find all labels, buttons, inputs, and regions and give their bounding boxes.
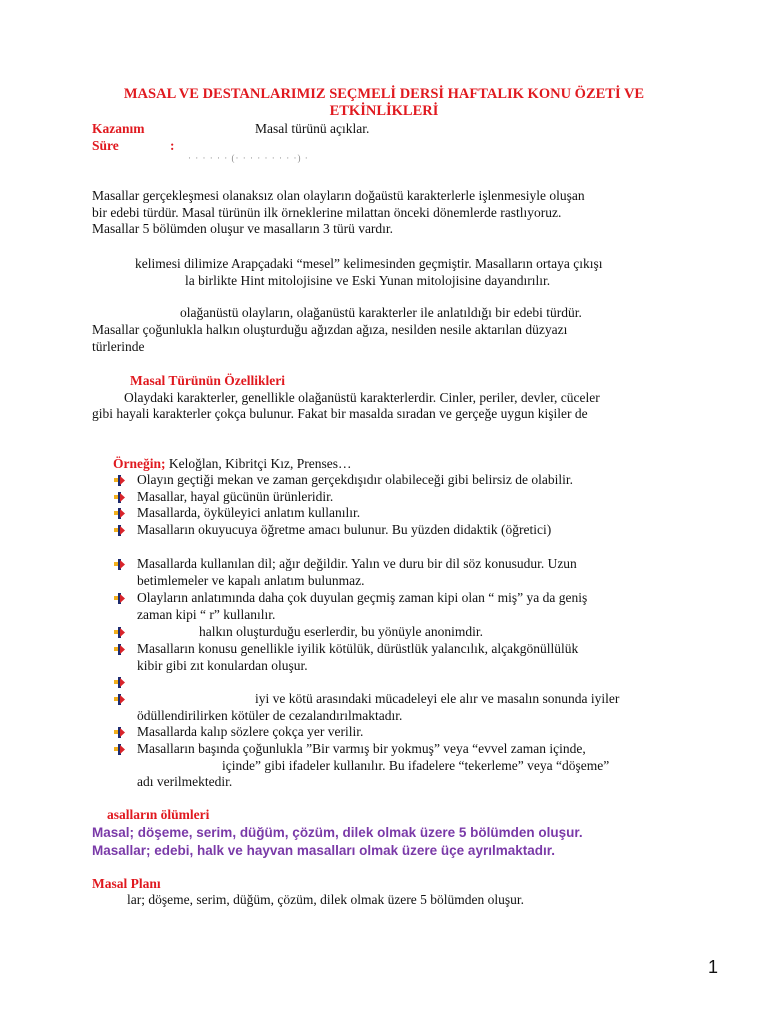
arrow-bullet-icon (114, 727, 125, 738)
bullet-text: kibir gibi zıt konulardan oluşur. (137, 657, 308, 673)
definition-line: olağanüstü olayların, olağanüstü karakterler ile anlatıldığı bir edebi türdür. (180, 305, 582, 320)
bullet-text: ödüllendirilirken kötüler de cezalandırılmaktadır. (137, 707, 403, 723)
bullet-text: içinde” gibi ifadeler kullanılır. Bu ifadelere “tekerleme” veya “döşeme” (222, 757, 610, 773)
bullet-text: Masalların konusu genellikle iyilik kötülük, dürüstlük yalancılık, alçakgönüllülük (137, 641, 579, 656)
sections-heading: asalların ölümleri (107, 807, 210, 822)
sure-colon: : (170, 138, 175, 153)
intro-line: bir edebi türdür. Masal türünün ilk örneklerine milattan önceki dönemlerde rastlıyoruz. (92, 205, 562, 220)
bullet-text: Olayların anlatımında daha çok duyulan geçmiş zaman kipi olan “ miş” ya da geniş (137, 590, 588, 605)
sure-label: Süre (92, 138, 119, 153)
arrow-bullet-icon (114, 475, 125, 486)
bullet-text: zaman kipi “ r” kullanılır. (137, 606, 276, 622)
arrow-bullet-icon (114, 744, 125, 755)
arrow-bullet-icon (114, 677, 125, 688)
features-heading: Masal Türünün Özellikleri (130, 373, 286, 388)
arrow-bullet-icon (114, 508, 125, 519)
intro-line: Masallar gerçekleşmesi olanaksız olan olayların doğaüstü karakterlerle işlenmesiyle oluşan (92, 188, 585, 203)
document-title-line-1: MASAL VE DESTANLARIMIZ SEÇMELİ DERSİ HAFTALIK KONU ÖZETİ VE (123, 86, 645, 102)
sections-line-1: Masal; döşeme, serim, düğüm, çözüm, dilek olmak üzere 5 bölümden oluşur. (92, 825, 583, 840)
bullet-text: Masalların okuyucuya öğretme amacı bulunur. Bu yüzden didaktik (öğretici) (137, 522, 552, 537)
bullet-text: Masallarda kalıp sözlere çokça yer verilir. (137, 724, 364, 739)
example-line (113, 456, 351, 472)
arrow-bullet-icon (114, 492, 125, 503)
bullet-text: Masalların başında çoğunlukla ”Bir varmış bir yokmuş” veya “evvel zaman içinde, (137, 741, 586, 756)
bullet-text: Masallar, hayal gücünün ürünleridir. (137, 489, 334, 504)
plan-heading: Masal Planı (92, 876, 161, 891)
arrow-bullet-icon (114, 525, 125, 536)
plan-text: lar; döşeme, serim, düğüm, çözüm, dilek olmak üzere 5 bölümden oluşur. (127, 892, 525, 907)
example-text: Keloğlan, Kibritçi Kız, Prenses… (168, 456, 352, 471)
definition-line: türlerinde (92, 339, 145, 354)
origin-line: la birlikte Hint mitolojisine ve Eski Yunan mitolojisine dayandırılır. (185, 273, 551, 288)
kazanim-value: Masal türünü açıklar. (255, 121, 370, 136)
bullet-text: Masallarda kullanılan dil; ağır değildir. Yalın ve duru bir dil söz konusudur. Uzun (137, 556, 577, 571)
document-title-line-2: ETKİNLİKLERİ (329, 103, 439, 119)
intro-line: Masallar 5 bölümden oluşur ve masalların 3 türü vardır. (92, 221, 394, 236)
bullet-text: Olayın geçtiği mekan ve zaman gerçekdışıdır olabileceği gibi belirsiz de olabilir. (137, 472, 573, 487)
kazanim-label: Kazanım (92, 121, 145, 136)
bullet-text: betimlemeler ve kapalı anlatım bulunmaz. (137, 572, 365, 588)
arrow-bullet-icon (114, 593, 125, 604)
bullet-text: iyi ve kötü arasındaki mücadeleyi ele alır ve masalın sonunda iyiler (255, 691, 620, 706)
arrow-bullet-icon (114, 694, 125, 705)
bullet-text: halkın oluşturduğu eserlerdir, bu yönüyle anonimdir. (199, 624, 484, 639)
features-line: Olaydaki karakterler, genellikle olağanüstü karakterlerdir. Cinler, periler, devler, cüceler (124, 390, 600, 405)
faint-clipped-line: · · · · · · (· · · · · · · · ·) · (188, 153, 309, 163)
example-label: Örneğin; (113, 456, 166, 471)
definition-line: Masallar çoğunlukla halkın oluşturduğu ağızdan ağıza, nesilden nesile aktarılan düzyazı (92, 322, 568, 337)
arrow-bullet-icon (114, 559, 125, 570)
page-number: 1 (708, 957, 719, 977)
bullet-text: Masallarda, öyküleyici anlatım kullanılır. (137, 505, 361, 520)
sections-line-2: Masallar; edebi, halk ve hayvan masalları olmak üzere üçe ayrılmaktadır. (92, 843, 555, 858)
arrow-bullet-icon (114, 627, 125, 638)
bullet-text: adı verilmektedir. (137, 774, 233, 789)
arrow-bullet-icon (114, 644, 125, 655)
origin-line: kelimesi dilimize Arapçadaki “mesel” kelimesinden geçmiştir. Masalların ortaya çıkışı (135, 256, 603, 271)
features-line: gibi hayali karakterler çokça bulunur. Fakat bir masalda sıradan ve gerçeğe uygun kişiler de (92, 406, 588, 421)
